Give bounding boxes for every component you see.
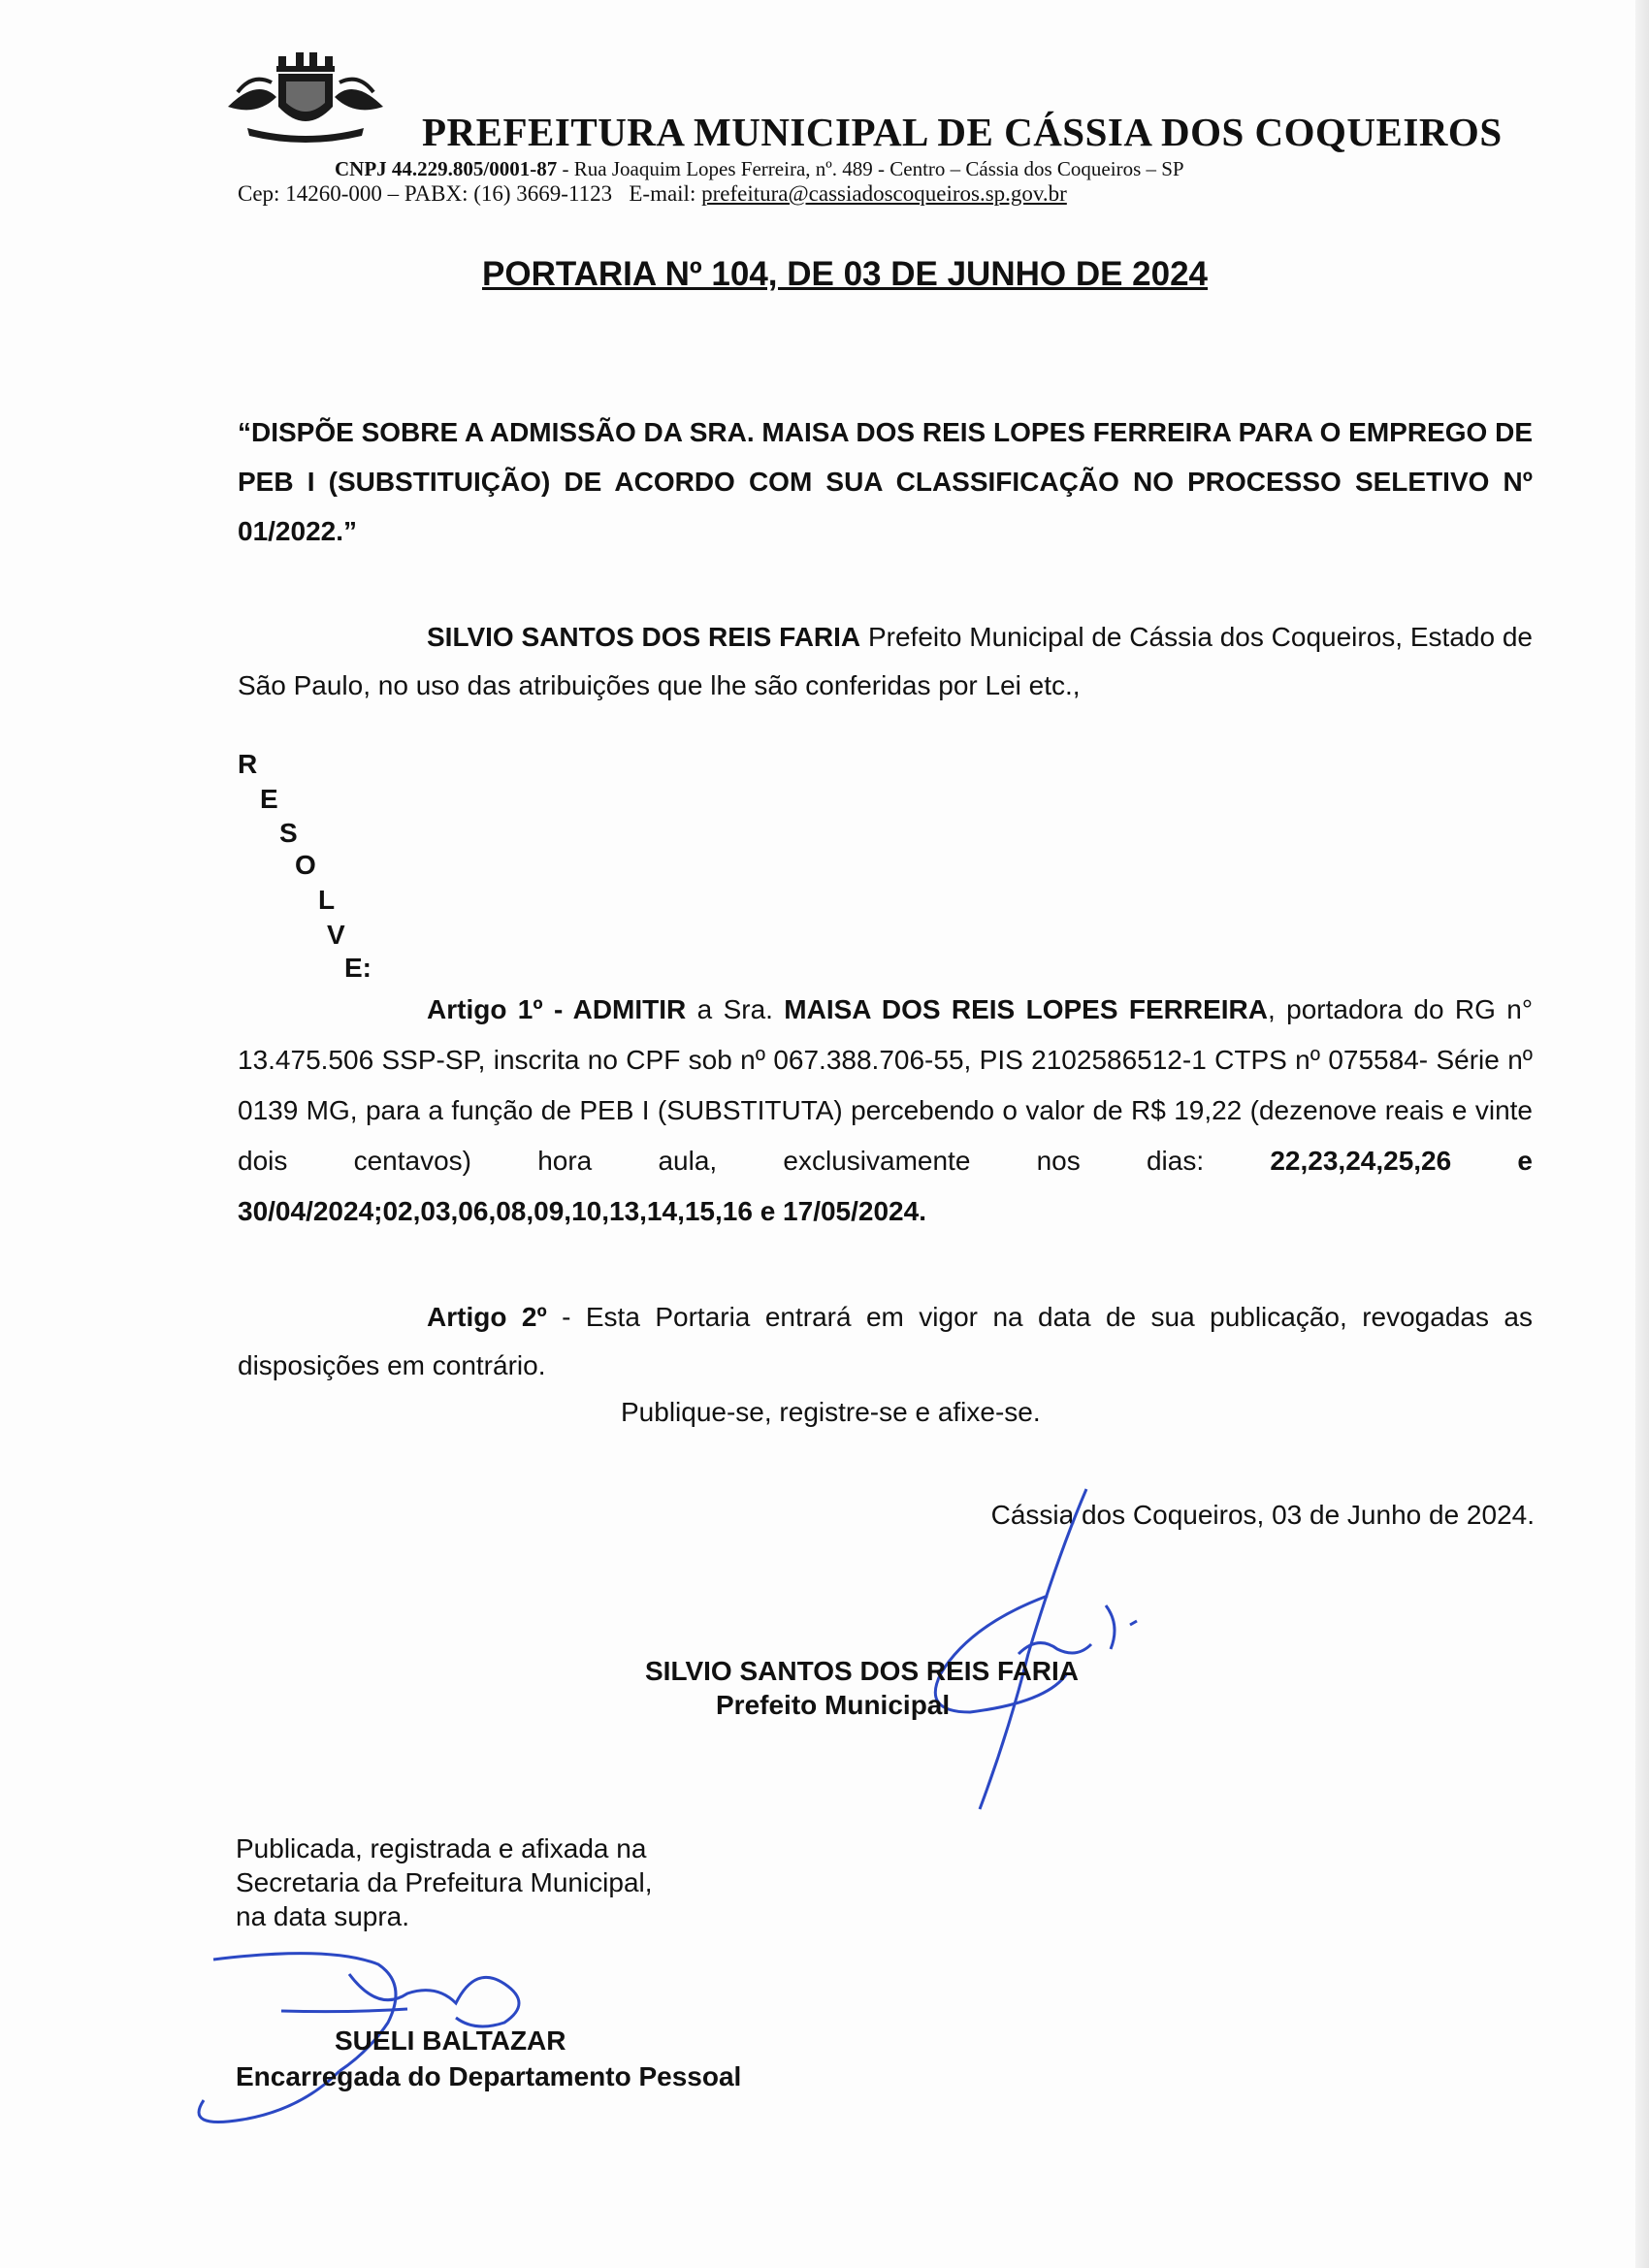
header-title: PREFEITURA MUNICIPAL DE CÁSSIA DOS COQUEIROS [422, 110, 1503, 154]
article-2-label: Artigo 2º [427, 1302, 547, 1332]
article-1-verb: ADMITIR [572, 994, 687, 1024]
resolve-letter: V [327, 920, 345, 950]
mayor-name: SILVIO SANTOS DOS REIS FARIA [645, 1656, 1080, 1686]
publication-line: Publicada, registrada e afixada na [236, 1833, 647, 1863]
resolve-letter: S [279, 818, 298, 848]
article-1 [238, 985, 1533, 1237]
header-contact-line [238, 181, 1067, 207]
header-email-link[interactable]: prefeitura@cassiadoscoqueiros.sp.gov.br [701, 181, 1067, 206]
article-1-label: Artigo 1º [427, 994, 543, 1024]
article-1-text: a Sra. [686, 994, 785, 1024]
preamble [238, 613, 1533, 710]
ementa: “DISPÕE SOBRE A ADMISSÃO DA SRA. MAISA DOS REIS LOPES FERREIRA PARA O EMPREGO DE PEB I (SUBSTITUIÇÃO) DE ACORDO COM SUA CLASSIFICAÇÃO NO PROCESSO SELETIVO Nº 01/2022.” [238, 417, 1533, 546]
municipal-coat-of-arms-icon [218, 39, 393, 146]
place-date: Cássia dos Coqueiros, 03 de Junho de 2024. [990, 1500, 1535, 1530]
resolve-letter: L [318, 885, 336, 915]
mayor-signature-icon [912, 1479, 1154, 1829]
hr-name: SUELI BALTAZAR [335, 2025, 566, 2056]
article-2-text: - Esta Portaria entrará em vigor na data de sua publicação, revogadas as disposições em contrário. [238, 1302, 1533, 1380]
mayor-title: Prefeito Municipal [716, 1690, 951, 1720]
article-1-person: MAISA DOS REIS LOPES FERREIRA [784, 994, 1268, 1024]
publication-note [236, 1831, 653, 1933]
article-1-body: , portadora do RG n° 13.475.506 SSP-SP, inscrita no CPF sob nº 067.388.706-55, PIS 2102586512-1 CTPS nº 075584- Série nº 0139 MG, para a função de PEB I (SUBSTITUTA) percebendo o valor de R$ 19,22 (dezenove reais e vinte dois centavos) hora aula, exclusivamente nos dias: [238, 994, 1534, 1176]
header-cep-phone: Cep: 14260-000 – PABX: (16) 3669-1123 [238, 181, 613, 206]
resolve-letter: E: [344, 953, 372, 983]
document-title: PORTARIA Nº 104, DE 03 DE JUNHO DE 2024 [482, 255, 1209, 293]
closing-formula: Publique-se, registre-se e afixe-se. [621, 1397, 1041, 1427]
resolve-letter: E [260, 784, 278, 814]
article-1-dates: 22,23,24,25,26 e 30/04/2024;02,03,06,08,09,10,13,14,15,16 e 17/05/2024. [238, 1146, 1533, 1226]
header-address: - Rua Joaquim Lopes Ferreira, nº. 489 - Centro – Cássia dos Coqueiros – SP [557, 157, 1184, 180]
publication-line: Secretaria da Prefeitura Municipal, [236, 1867, 653, 1897]
resolve-letter: R [238, 749, 258, 779]
scan-edge [1635, 0, 1649, 2268]
article-1-dash: - [542, 994, 573, 1024]
header-email-label: E-mail: [629, 181, 702, 206]
article-2 [238, 1293, 1533, 1390]
hr-title: Encarregada do Departamento Pessoal [236, 2061, 742, 2091]
publication-line: na data supra. [236, 1901, 410, 1931]
preamble-text: Prefeito Municipal de Cássia dos Coqueiros, Estado de São Paulo, no uso das atribuições que lhe são conferidas por Lei etc., [238, 622, 1533, 700]
preamble-name: SILVIO SANTOS DOS REIS FARIA [427, 622, 861, 652]
resolve-letter: O [295, 850, 316, 880]
header-cnpj: CNPJ 44.229.805/0001-87 [335, 157, 558, 180]
header-address-line [335, 157, 1184, 181]
